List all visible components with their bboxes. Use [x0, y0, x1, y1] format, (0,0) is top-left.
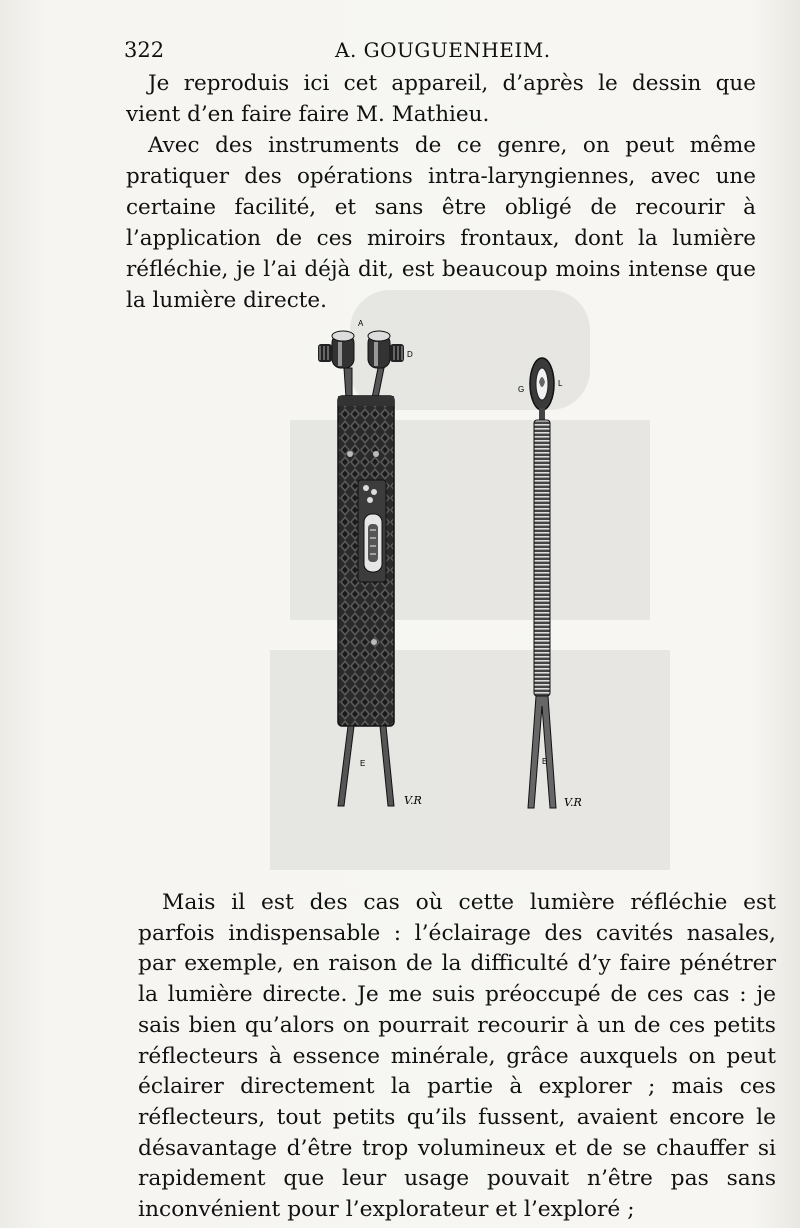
- label-e-right: E: [542, 757, 548, 766]
- page-header: [120, 36, 760, 66]
- label-a: A: [358, 319, 364, 328]
- coil-electrode-drawing: [518, 358, 582, 809]
- paragraph-3: Mais il est des cas où cette lumière réfléchie est parfois indispensable : l’éclairage des cavités nasales, par exemple, en raison de la difficulté d’y faire pénétrer la lumière directe. Je me suis préoccupé de ces cas : je sais bien qu’alors on pourrait recourir à un de ces petits réflecteurs à essence minérale, grâce auxquels on peut éclairer directement la partie à explorer ; mais ces réflecteurs, tout petits qu’ils fussent, avaient encore le désavantage d’être trop volumineux et de se chauffer si rapidement que leur usage pouvait n’être pas sans inconvénient pour l’explorateur et l’exploré ;: [138, 890, 776, 1223]
- running-head: A. GOUGUENHEIM.: [335, 38, 551, 62]
- electrode-holder-drawing: [318, 319, 422, 807]
- paragraph-1: Je reproduis ici cet appareil, d’après le dessin que vient d’en faire faire M. Mathieu.: [126, 71, 756, 127]
- paragraph-2: Avec des instruments de ce genre, on peut même pratiquer des opérations intra-laryngiennes, avec une certaine facilité, et sans être obligé de recourir à l’application de ces miroirs frontaux, dont la lumière réfléchie, je l’ai déjà dit, est beaucoup moins intense que la lumière directe.: [126, 133, 756, 313]
- signature-right: V.R: [564, 796, 582, 809]
- page-number: 322: [124, 38, 165, 62]
- label-e-left: E: [360, 759, 366, 768]
- label-d: D: [407, 350, 413, 359]
- label-g: G: [518, 385, 525, 394]
- instrument-figure: [300, 312, 610, 822]
- label-l: L: [558, 379, 563, 388]
- signature-left: V.R: [404, 794, 422, 807]
